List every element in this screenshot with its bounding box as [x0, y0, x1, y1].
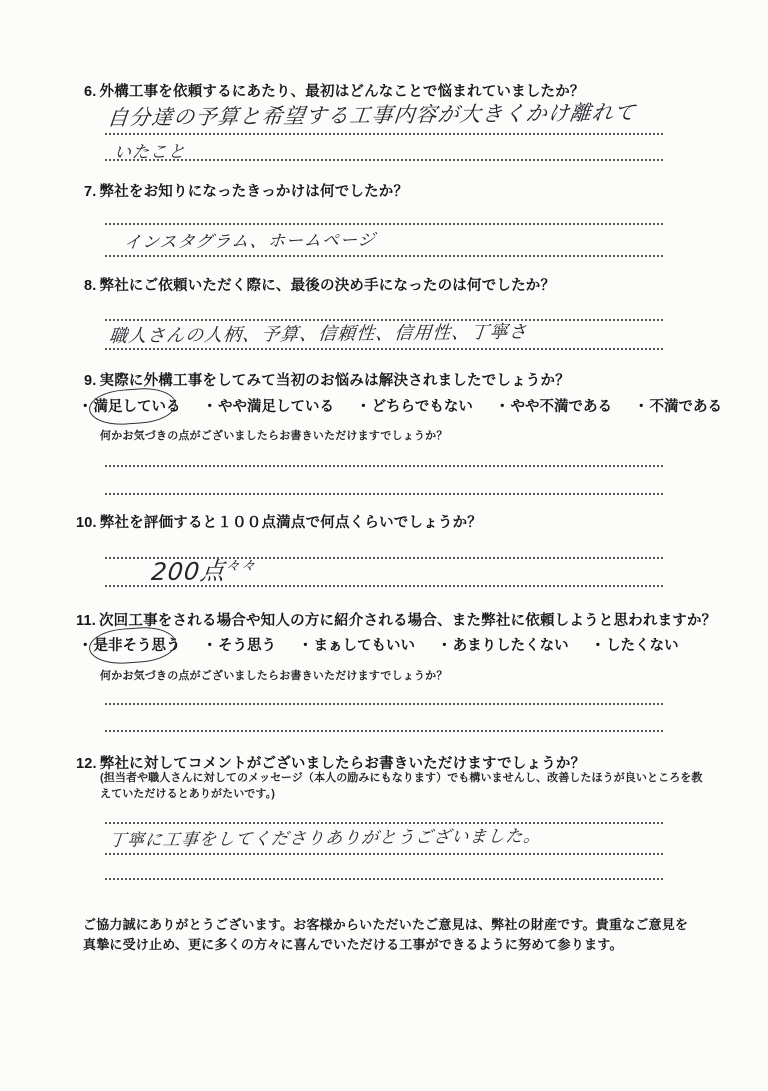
question-9-label [84, 369, 570, 390]
handwritten-answer-q10 [150, 551, 258, 587]
dotted-answer-line [105, 133, 663, 135]
handwritten-answer-q7: インスタグラム、ホームページ [123, 230, 377, 253]
option-bullet: ・ [633, 399, 649, 415]
question-11-text: 次回工事をされる場合や知人の方に紹介される場合、また弊社に依頼しようと思われますか？ [98, 613, 717, 629]
dotted-answer-line [105, 223, 663, 225]
question-11-options [78, 634, 697, 655]
dotted-answer-line [105, 585, 663, 587]
score-repeat-marks: 々々 [225, 557, 258, 575]
dotted-answer-line [105, 853, 663, 855]
option-bullet: ・ [78, 638, 93, 654]
option-label: やや不満である [510, 399, 612, 415]
handwritten-answer-q8: 職人さんの人柄、予算、信頼性、信用性、丁寧さ [108, 321, 529, 348]
question-7-text: 弊社をお知りになったきっかけは何でしたか？ [99, 184, 409, 200]
option-q9-dissatisfied [634, 395, 722, 416]
handwritten-answer-q12: 丁寧に工事をしてくださりありがとうございました。 [108, 826, 543, 851]
option-q9-satisfied [78, 395, 181, 416]
question-11-followup: 何かお気づきの点がございましたらお書きいただけますでしょうか？ [100, 670, 448, 682]
question-10-text: 弊社を評価すると１００点満点で何点くらいでしょうか？ [99, 515, 482, 531]
option-label: まぁしてもいい [313, 638, 416, 654]
thank-you-footer: ご協力誠にありがとうございます。お客様からいただいたご意見は、弊社の財産です。貴重なご意見を真摯に受け止め、更に多くの方々に喜んでいただける工事ができるように努めて参ります。 [83, 917, 689, 952]
question-12-number: 12. [76, 756, 97, 772]
question-8-label [84, 274, 555, 295]
option-bullet: ・ [494, 399, 510, 415]
option-label: やや満足している [218, 399, 335, 415]
question-10-number: 10. [76, 515, 97, 531]
question-8-number: 8. [84, 278, 97, 294]
handwritten-answer-q6-line1: 自分達の予算と希望する工事内容が大きくかけ離れて [106, 100, 638, 131]
question-6-number: 6. [84, 84, 97, 100]
option-bullet: ・ [298, 638, 313, 654]
option-label: どちらでもない [371, 399, 473, 415]
option-q11-yes [203, 634, 277, 655]
dotted-answer-line [105, 730, 663, 732]
option-bullet: ・ [437, 638, 452, 654]
question-9-number: 9. [84, 373, 97, 389]
option-q11-definitely [78, 634, 181, 655]
question-9-text: 実際に外構工事をしてみて当初のお悩みは解決されましたでしょうか？ [99, 373, 570, 389]
option-q11-maybe [298, 634, 415, 655]
question-8-text: 弊社にご依頼いただく際に、最後の決め手になったのは何でしたか？ [99, 278, 556, 294]
option-bullet: ・ [356, 399, 371, 415]
question-11-number: 11. [76, 613, 96, 629]
dotted-answer-line [105, 493, 663, 495]
dotted-answer-line [105, 348, 663, 350]
option-bullet: ・ [202, 399, 218, 415]
option-q9-neutral [356, 395, 473, 416]
question-12-label [76, 752, 585, 773]
question-12-note: (担当者や職人さんに対してのメッセージ（本人の励みにもなります）でも構いませんし、改善したほうが良いところを教えていただけるとありがたいです。) [100, 772, 703, 800]
option-q11-rather-not [437, 634, 569, 655]
option-bullet: ・ [202, 638, 218, 654]
option-bullet: ・ [590, 638, 606, 654]
option-label: そう思う [218, 638, 277, 654]
question-11-label [76, 609, 716, 630]
question-9-followup: 何かお気づきの点がございましたらお書きいただけますでしょうか？ [100, 430, 448, 442]
option-label: 是非そう思う [93, 638, 181, 654]
dotted-answer-line [105, 255, 663, 257]
question-10-label [76, 511, 482, 532]
option-bullet: ・ [78, 399, 93, 415]
question-12-text: 弊社に対してコメントがございましたらお書きいただけますでしょうか？ [99, 756, 586, 772]
option-label: したくない [606, 638, 679, 654]
question-6-text: 外構工事を依頼するにあたり、最初はどんなことで悩まれていましたか？ [99, 84, 585, 100]
option-label: あまりしたくない [452, 638, 569, 654]
question-7-label [84, 180, 408, 201]
question-7-number: 7. [84, 184, 97, 200]
option-q9-somewhat-satisfied [203, 395, 335, 416]
dotted-answer-line [105, 703, 663, 705]
option-q9-somewhat-dissatisfied [495, 395, 612, 416]
option-label: 満足している [93, 399, 181, 415]
handwritten-answer-q6-line2: いたこと [113, 142, 187, 163]
option-q11-no [591, 634, 679, 655]
dotted-answer-line [105, 465, 663, 467]
score-value: 200点 [150, 557, 227, 587]
dotted-answer-line [105, 878, 663, 880]
option-label: 不満である [649, 399, 722, 415]
question-9-options [78, 395, 740, 416]
dotted-answer-line [105, 159, 663, 161]
